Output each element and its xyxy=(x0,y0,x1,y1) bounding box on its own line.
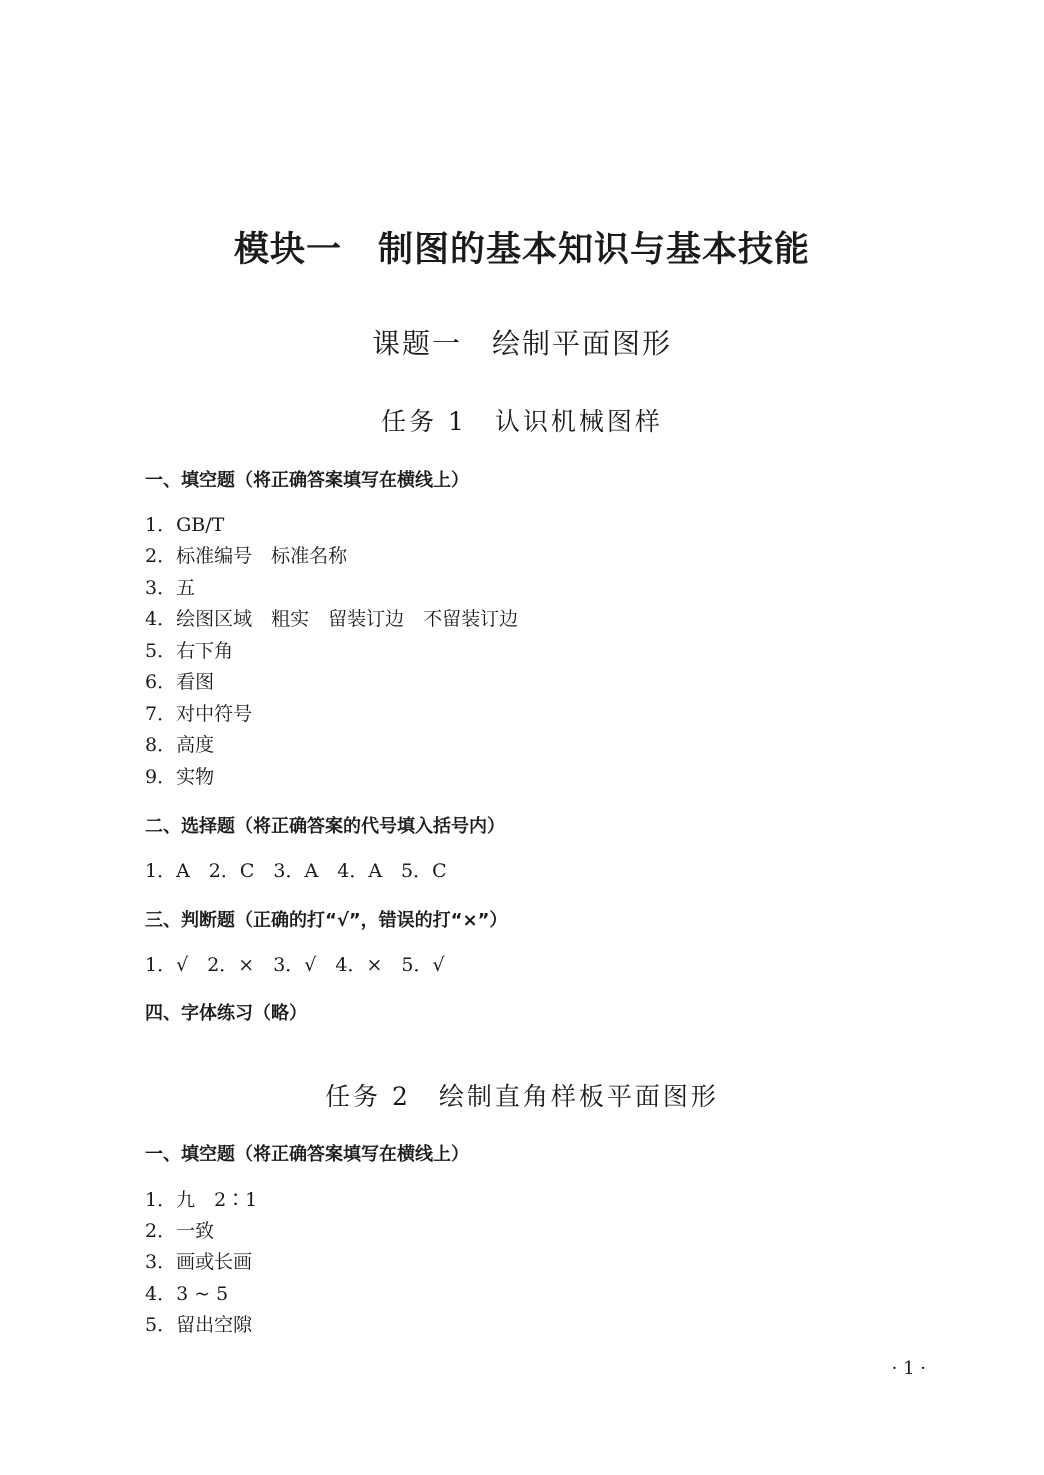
task-1-choice-heading: 二、选择题（将正确答案的代号填入括号内） xyxy=(145,816,505,837)
task-2-fill-answer-4: 4．3 ~ 5 xyxy=(145,1283,229,1305)
task-1-fill-answer-5: 5．右下角 xyxy=(145,640,234,662)
task-1-choice-answers: 1．A 2．C 3．A 4．A 5．C xyxy=(145,860,447,882)
task-1-fill-blank-heading: 一、填空题（将正确答案填写在横线上） xyxy=(145,470,469,491)
task-1-fill-answer-4: 4．绘图区域 粗实 留装订边 不留装订边 xyxy=(145,608,519,630)
task-1-fill-answer-6: 6．看图 xyxy=(145,671,215,693)
task-1-fill-answer-8: 8．高度 xyxy=(145,734,215,756)
task-2-fill-answer-5: 5．留出空隙 xyxy=(145,1314,253,1336)
module-title: 模块一 制图的基本知识与基本技能 xyxy=(233,230,810,270)
page-number: · 1 · xyxy=(891,1358,926,1379)
task-2-fill-blank-heading: 一、填空题（将正确答案填写在横线上） xyxy=(145,1144,469,1165)
task-1-fill-answer-3: 3．五 xyxy=(145,577,196,599)
task-1-fill-answer-9: 9．实物 xyxy=(145,766,215,788)
task-1-judge-heading: 三、判断题（正确的打“√”，错误的打“×”） xyxy=(145,910,508,931)
task-1-font-practice-heading: 四、字体练习（略） xyxy=(145,1003,307,1024)
task-1-fill-answer-2: 2．标准编号 标准名称 xyxy=(145,545,348,567)
task-2-fill-answer-2: 2．一致 xyxy=(145,1220,215,1242)
task-2-fill-answer-3: 3．画或长画 xyxy=(145,1251,253,1273)
lesson-title: 课题一 绘制平面图形 xyxy=(371,327,672,360)
task-1-fill-answer-1: 1．GB/T xyxy=(145,514,225,536)
task-1-fill-answer-7: 7．对中符号 xyxy=(145,703,253,725)
task-2-fill-answer-1: 1．九 2∶1 xyxy=(145,1189,258,1211)
task-1-judge-answers: 1．√ 2．× 3．√ 4．× 5．√ xyxy=(145,954,445,976)
task-2-title: 任务 2 绘制直角样板平面图形 xyxy=(325,1082,719,1111)
task-1-title: 任务 1 认识机械图样 xyxy=(381,407,663,436)
